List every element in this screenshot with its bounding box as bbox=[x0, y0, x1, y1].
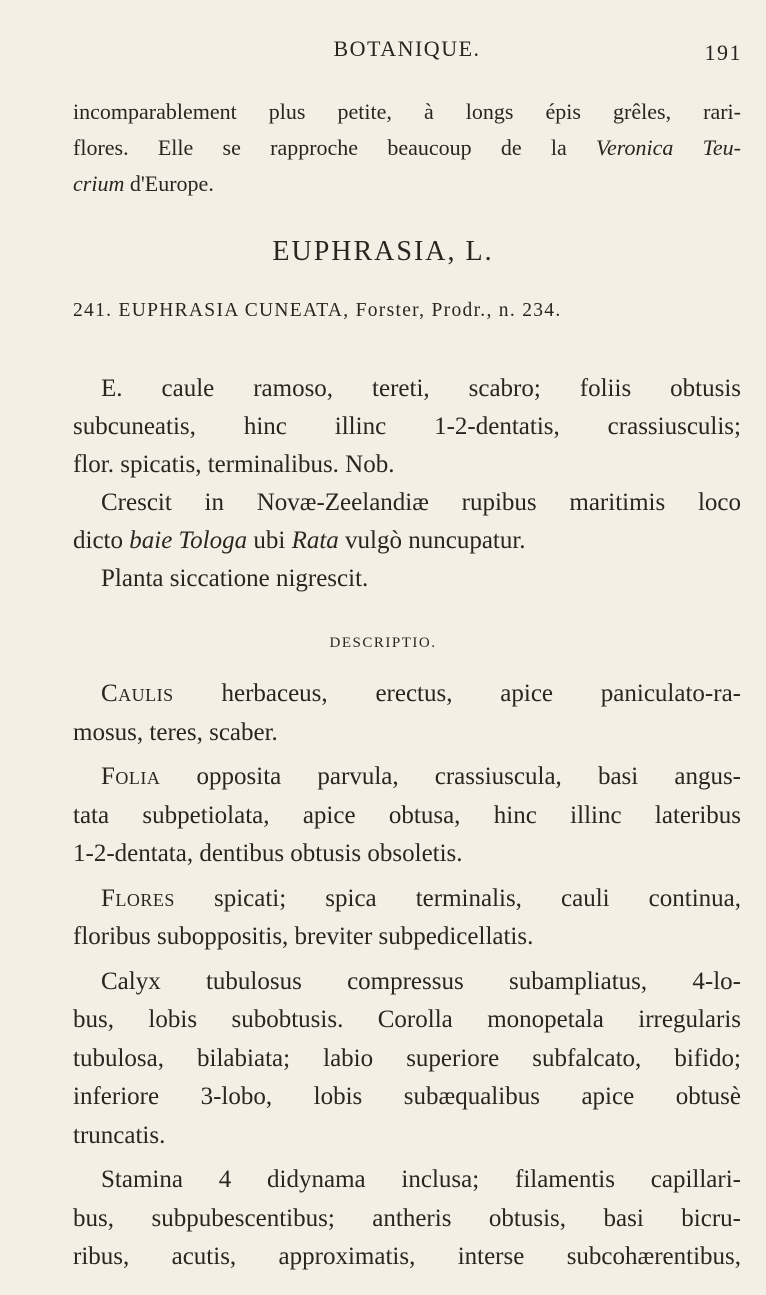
italic-taxon: crium bbox=[73, 171, 125, 196]
text-line: dicto baie Tologa ubi Rata vulgò nuncupatur. bbox=[73, 527, 526, 554]
flores-paragraph bbox=[73, 880, 741, 957]
text-line: Calyx tubulosus compressus subampliatus, 4-lo- bbox=[101, 967, 741, 995]
intro-paragraph bbox=[73, 94, 741, 202]
page-number: 191 bbox=[704, 40, 742, 65]
text-line: flor. spicatis, terminalibus. Nob. bbox=[73, 451, 395, 478]
text-line: ribus, acutis, approximatis, interse subcohærentibus, bbox=[73, 1243, 741, 1270]
description-heading: DESCRIPTIO. bbox=[329, 635, 437, 651]
text-line: mosus, teres, scaber. bbox=[73, 718, 278, 746]
text-line: Folia opposita parvula, crassiuscula, basi angus- bbox=[101, 763, 741, 790]
italic-name: Rata bbox=[291, 527, 339, 554]
text-line: Stamina 4 didynama inclusa; filamentis capillari- bbox=[101, 1166, 741, 1193]
text-line: truncatis. bbox=[73, 1121, 166, 1149]
text-line: bus, lobis subobtusis. Corolla monopetala irregularis bbox=[73, 1006, 741, 1033]
text-line: crium d'Europe. bbox=[73, 171, 214, 196]
caulis-paragraph bbox=[73, 675, 741, 752]
text-line: inferiore 3-lobo, lobis subæqualibus apice obtusè bbox=[73, 1083, 741, 1110]
text-line: E. caule ramoso, tereti, scabro; foliis obtusis bbox=[101, 375, 741, 402]
section-term: Caulis bbox=[101, 680, 174, 707]
text-line: flores. Elle se rapproche beaucoup de la Veronica Teu- bbox=[73, 135, 741, 160]
section-term: Folia bbox=[101, 763, 161, 790]
running-title: BOTANIQUE. bbox=[333, 36, 481, 61]
text-line: bus, subpubescentibus; antheris obtusis, basi bicru- bbox=[73, 1204, 741, 1232]
description-body bbox=[73, 675, 741, 1283]
text-line: Crescit in Novæ-Zeelandiæ rupibus maritimis loco bbox=[101, 489, 741, 516]
calyx-paragraph bbox=[73, 963, 741, 1156]
text-line: Caulis herbaceus, erectus, apice paniculato-ra- bbox=[101, 680, 741, 707]
text-line: floribus suboppositis, breviter subpedicellatis. bbox=[73, 923, 534, 950]
genus-heading: EUPHRASIA, L. bbox=[272, 236, 494, 267]
folia-paragraph bbox=[73, 758, 741, 874]
stamina-paragraph bbox=[73, 1161, 741, 1277]
text-line: incomparablement plus petite, à longs épis grêles, rari- bbox=[73, 99, 741, 124]
text-line: tata subpetiolata, apice obtusa, hinc illinc lateribus bbox=[73, 801, 741, 829]
species-heading: 241. EUPHRASIA CUNEATA, Forster, Prodr., n. 234. bbox=[73, 300, 562, 321]
text-line: subcuneatis, hinc illinc 1-2-dentatis, crassiusculis; bbox=[73, 413, 741, 440]
text-line: Planta siccatione nigrescit. bbox=[101, 565, 369, 592]
italic-taxon: Veronica Teu- bbox=[596, 135, 741, 160]
section-term: Flores bbox=[101, 884, 175, 912]
text-line: tubulosa, bilabiata; labio superiore subfalcato, bifido; bbox=[73, 1044, 741, 1072]
diagnosis-paragraph bbox=[73, 370, 741, 598]
text-line: Flores spicati; spica terminalis, cauli continua, bbox=[101, 884, 741, 912]
italic-place: baie Tologa bbox=[129, 527, 248, 554]
text-line: 1-2-dentata, dentibus obtusis obsoletis. bbox=[73, 840, 463, 867]
running-header bbox=[72, 30, 742, 70]
